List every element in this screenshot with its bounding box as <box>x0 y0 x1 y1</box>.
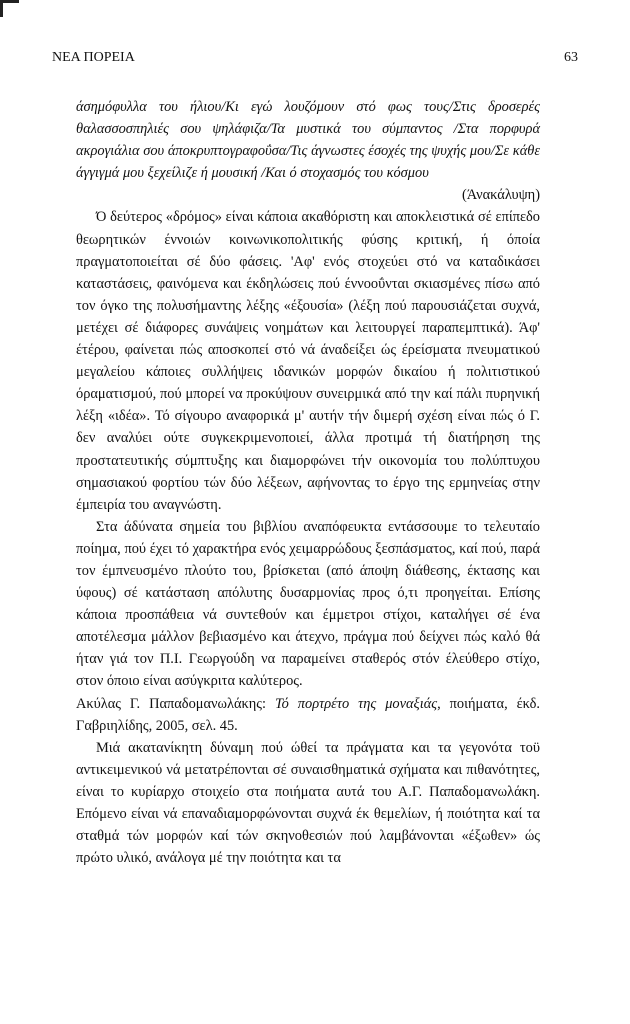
poem-excerpt: άσημόφυλλα του ήλιου/Κι εγώ λουζόμουν στό φως τους/Στις δροσερές θαλασσοσπηλιές σου ψηλάφιζα/Τα μυστικά του σύμπαντος /Στα πορφυρά ακρογιάλια σου άποκρυπτογραφοΰσα/Τις άγνωστες έσοχές της ψυχής μου/Σε κάθε άγγιγμά μου ξεχείλιζε ή μουσική /Και ό στοχασμός του κόσμου <box>76 99 540 182</box>
running-title: ΝΕΑ ΠΟΡΕΙΑ <box>52 50 135 65</box>
page-number: 63 <box>564 50 578 65</box>
scan-corner-mark <box>0 0 19 17</box>
poem-source: (Άνακάλυψη) <box>462 187 540 204</box>
reference-details: , ποιήματα, έκδ. Γαβριηλίδης, 2005, σελ. 45. <box>76 695 540 734</box>
reference-author: Ακύλας Γ. Παπαδομανωλάκης: <box>76 695 275 712</box>
reference-title: Τό πορτρέτο της μοναξιάς <box>274 695 438 712</box>
review-paragraph: Μιά ακατανίκητη δύναμη πού ώθεί τα πράγματα και τα γεγονότα τοϋ αντικειμενικού νά μετατρέπονται σέ συναισθηματικά σχήματα και πιθανότητες, είναι το κυρίαρχο στοιχείο στα ποιήματα αυτά του Α.Γ. Παπαδομανωλάκη. Επόμενο είναι νά επαναδιαμορφώνονται συχνά έκ θεμελίων, ή ποιότητα καί τα σταθμά τών μορφών καί τών σκηνοθεσιών πού λαμβάνονται «έξωθεν» ώς πρώτο υλικό, ανάλογα μέ την ποιότητα και τα <box>76 739 540 867</box>
page-body <box>76 96 540 869</box>
body-paragraph: Ό δεύτερος «δρόμος» είναι κάποια ακαθόριστη και αποκλειστικά σέ επίπεδο θεωρητικών έννοιών κοινωνικοπολιτικής φύσης κριτική, ή όποία πραγματοποιείται σέ δύο φάσεις. 'Αφ' ενός στοχεύει στό να καταδικάσει καταστάσεις, φαινόμενα και έκδηλώσεις πού έννοοΰνται σκιασμένες πίσω από τον όγκο της πολυσήμαντης λέξης «έξουσία» (λέξη πού παρουσιάζεται συχνά, μετέχει σέ διάφορες συνάψεις νοημάτων και λειτουργεί παραπεμπτικά). Άφ' έτέρου, φαίνεται πώς αποσκοπεί στό νά άναδείξει ώς έρείσματα πνευματικού μεγαλείου κάποιες συλλήψεις ιδανικών μορφών δικαίου ή πολιτιστικού όραματισμού, πού μπορεί να προκύψουν συνειρμικά από την καί πάλι πυρηνική λέξη «ιδέα». Τό σίγουρο αναφορικά μ' αυτήν τήν διμερή σχέση είναι πώς ό Γ. δεν αναλύει ούτε συγκεκριμενοποιεί, άλλα προτιμά τή διατήρηση της προστατευτικής σύμπτυξης και διαμορφώνει τήν οικονομία του πολύπτυχου σημασιακού φορτίου τών δύο λέξεων, αφήνοντας το έργο της ερμηνείας στην έμπειρία του αναγνώστη. <box>76 209 540 513</box>
body-paragraph: Στα άδύνατα σημεία του βιβλίου αναπόφευκτα εντάσσουμε το τελευταίο ποίημα, πού έχει τό χαρακτήρα ενός χειμαρρώδους ξεσπάσματος, καί πού, παρά τον έμπνευσμένο πλούτο του, βρίσκεται (από άποψη διάθεσης, έκτασης και ύφους) σέ κατάσταση απόλυτης δυσαρμονίας προς ό,τι προηγείται. Επίσης κάποια προσπάθεια νά συντεθούν και έμμετροι στίχοι, καταλήγει σέ ένα αποτέλεσμα μάλλον βεβιασμένο και άτεχνο, πράγμα πού δείχνει πώς καλό θά ήταν γιά τον Π.Ι. Γεωργούδη να παραμείνει σταθερός στόν έλεύθερο στίχο, στον όποιο είναι ασύγκριτα καλύτερος. <box>76 518 540 690</box>
book-reference <box>76 693 540 737</box>
running-header <box>52 50 578 66</box>
